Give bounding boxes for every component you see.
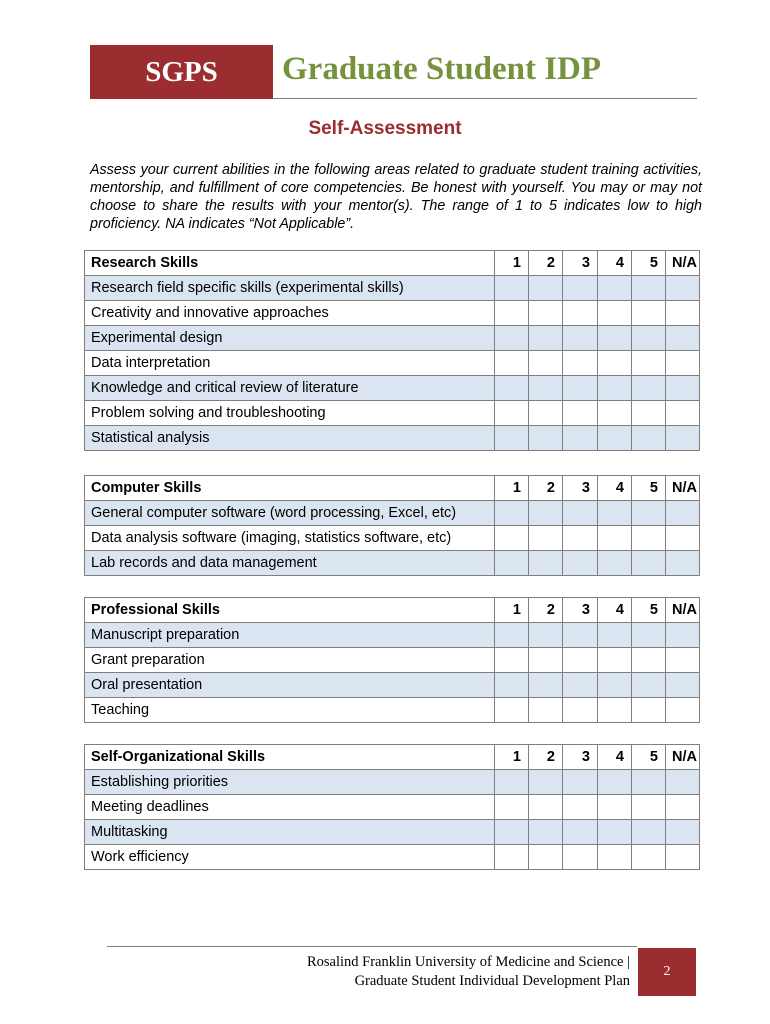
rating-cell[interactable] (666, 376, 700, 401)
rating-cell[interactable] (598, 648, 632, 673)
rating-cell[interactable] (632, 401, 666, 426)
rating-cell[interactable] (529, 623, 563, 648)
rating-cell[interactable] (563, 351, 598, 376)
rating-cell[interactable] (529, 376, 563, 401)
rating-cell[interactable] (563, 426, 598, 451)
rating-cell[interactable] (495, 623, 529, 648)
rating-cell[interactable] (598, 351, 632, 376)
rating-cell[interactable] (529, 426, 563, 451)
rating-cell[interactable] (632, 551, 666, 576)
rating-cell[interactable] (495, 301, 529, 326)
table-row (85, 401, 700, 426)
rating-cell[interactable] (666, 770, 700, 795)
table-row (85, 376, 700, 401)
rating-cell[interactable] (563, 301, 598, 326)
rating-cell[interactable] (666, 673, 700, 698)
category-heading: Professional Skills (85, 598, 495, 623)
rating-cell[interactable] (495, 326, 529, 351)
rating-column-header: 4 (598, 251, 632, 276)
footer-text (200, 953, 630, 991)
rating-cell[interactable] (632, 501, 666, 526)
skill-label: Data interpretation (85, 351, 495, 376)
rating-cell[interactable] (598, 623, 632, 648)
skill-label: Teaching (85, 698, 495, 723)
skill-label: Data analysis software (imaging, statistics software, etc) (85, 526, 495, 551)
rating-cell[interactable] (563, 820, 598, 845)
rating-column-header: 3 (563, 745, 598, 770)
table-header-row (85, 598, 700, 623)
rating-cell[interactable] (563, 551, 598, 576)
rating-cell[interactable] (632, 770, 666, 795)
table-row (85, 301, 700, 326)
rating-cell[interactable] (598, 376, 632, 401)
rating-cell[interactable] (495, 698, 529, 723)
rating-cell[interactable] (529, 501, 563, 526)
rating-cell[interactable] (495, 845, 529, 870)
table-row (85, 623, 700, 648)
rating-cell[interactable] (598, 673, 632, 698)
rating-column-header: 5 (632, 745, 666, 770)
rating-cell[interactable] (495, 401, 529, 426)
rating-cell[interactable] (666, 795, 700, 820)
rating-cell[interactable] (666, 526, 700, 551)
category-heading: Self-Organizational Skills (85, 745, 495, 770)
skill-label: Grant preparation (85, 648, 495, 673)
rating-column-header: 4 (598, 476, 632, 501)
rating-cell[interactable] (598, 276, 632, 301)
section-title: Self-Assessment (308, 118, 462, 139)
table-row (85, 326, 700, 351)
skill-label: Experimental design (85, 326, 495, 351)
document-title: Graduate Student IDP (282, 51, 602, 87)
rating-cell[interactable] (598, 301, 632, 326)
rating-column-header: 4 (598, 745, 632, 770)
rating-column-header: 2 (529, 745, 563, 770)
skill-label: Manuscript preparation (85, 623, 495, 648)
rating-cell[interactable] (632, 351, 666, 376)
rating-column-header: N/A (666, 598, 700, 623)
rating-cell[interactable] (495, 795, 529, 820)
rating-cell[interactable] (632, 698, 666, 723)
rating-column-header: 3 (563, 598, 598, 623)
rating-column-header: 2 (529, 476, 563, 501)
rating-cell[interactable] (563, 326, 598, 351)
skill-label: Lab records and data management (85, 551, 495, 576)
footer-rule (107, 946, 637, 947)
rating-cell[interactable] (495, 276, 529, 301)
rating-cell[interactable] (495, 551, 529, 576)
rating-cell[interactable] (495, 648, 529, 673)
rating-column-header: N/A (666, 745, 700, 770)
rating-cell[interactable] (598, 770, 632, 795)
rating-cell[interactable] (666, 551, 700, 576)
page-header (90, 45, 697, 99)
skill-label: Work efficiency (85, 845, 495, 870)
rating-cell[interactable] (529, 526, 563, 551)
table-row (85, 770, 700, 795)
rating-cell[interactable] (666, 648, 700, 673)
table-row (85, 820, 700, 845)
rating-cell[interactable] (632, 326, 666, 351)
rating-cell[interactable] (529, 351, 563, 376)
rating-cell[interactable] (563, 526, 598, 551)
rating-cell[interactable] (529, 795, 563, 820)
rating-cell[interactable] (563, 276, 598, 301)
rating-cell[interactable] (598, 795, 632, 820)
rating-cell[interactable] (666, 276, 700, 301)
rating-cell[interactable] (529, 401, 563, 426)
rating-cell[interactable] (563, 501, 598, 526)
rating-cell[interactable] (563, 648, 598, 673)
rating-cell[interactable] (666, 301, 700, 326)
rating-cell[interactable] (563, 376, 598, 401)
category-heading: Computer Skills (85, 476, 495, 501)
table-row (85, 526, 700, 551)
instructions-paragraph: Assess your current abilities in the following areas related to graduate student training activities, mentorship, and fulfillment of core competencies. Be honest with yourself. You may or may not choose to share the results with your mentor(s). The range of 1 to 5 indicates low to high proficiency. NA indicates “Not Applicable”. (90, 162, 702, 232)
table-row (85, 698, 700, 723)
rating-cell[interactable] (495, 426, 529, 451)
rating-cell[interactable] (632, 820, 666, 845)
rating-cell[interactable] (529, 698, 563, 723)
rating-cell[interactable] (598, 698, 632, 723)
table-row (85, 648, 700, 673)
rating-column-header: 2 (529, 251, 563, 276)
table-row (85, 501, 700, 526)
footer-line-1: Rosalind Franklin University of Medicine and Science | (306, 954, 630, 970)
rating-cell[interactable] (563, 795, 598, 820)
rating-cell[interactable] (529, 551, 563, 576)
rating-cell[interactable] (563, 698, 598, 723)
skills-table (84, 597, 700, 723)
rating-cell[interactable] (598, 820, 632, 845)
rating-cell[interactable] (563, 623, 598, 648)
rating-cell[interactable] (495, 526, 529, 551)
rating-cell[interactable] (666, 623, 700, 648)
rating-cell[interactable] (495, 351, 529, 376)
footer-line-2: Graduate Student Individual Development Plan (354, 973, 630, 989)
rating-cell[interactable] (632, 526, 666, 551)
sgps-badge: SGPS (90, 45, 273, 99)
rating-cell[interactable] (632, 376, 666, 401)
rating-column-header: 1 (495, 476, 529, 501)
rating-column-header: 5 (632, 476, 666, 501)
rating-cell[interactable] (563, 673, 598, 698)
skill-label: Problem solving and troubleshooting (85, 401, 495, 426)
table-row (85, 276, 700, 301)
rating-column-header: 4 (598, 598, 632, 623)
rating-column-header: 5 (632, 598, 666, 623)
rating-column-header: 1 (495, 251, 529, 276)
skill-label: Multitasking (85, 820, 495, 845)
rating-column-header: 1 (495, 598, 529, 623)
rating-cell[interactable] (495, 770, 529, 795)
rating-cell[interactable] (563, 401, 598, 426)
rating-column-header: N/A (666, 251, 700, 276)
page-number: 2 (638, 948, 696, 996)
rating-cell[interactable] (666, 820, 700, 845)
skill-label: Oral presentation (85, 673, 495, 698)
rating-cell[interactable] (632, 795, 666, 820)
rating-cell[interactable] (563, 845, 598, 870)
rating-cell[interactable] (632, 845, 666, 870)
rating-cell[interactable] (529, 301, 563, 326)
skill-label: Statistical analysis (85, 426, 495, 451)
rating-cell[interactable] (666, 426, 700, 451)
skill-label: General computer software (word processing, Excel, etc) (85, 501, 495, 526)
rating-column-header: 1 (495, 745, 529, 770)
skill-label: Research field specific skills (experimental skills) (85, 276, 495, 301)
rating-cell[interactable] (632, 673, 666, 698)
rating-column-header: 3 (563, 476, 598, 501)
table-row (85, 673, 700, 698)
rating-cell[interactable] (632, 276, 666, 301)
rating-cell[interactable] (666, 351, 700, 376)
rating-cell[interactable] (495, 501, 529, 526)
rating-cell[interactable] (666, 845, 700, 870)
table-row (85, 795, 700, 820)
skill-label: Meeting deadlines (85, 795, 495, 820)
rating-cell[interactable] (598, 845, 632, 870)
rating-cell[interactable] (632, 301, 666, 326)
skill-label: Establishing priorities (85, 770, 495, 795)
header-rule (273, 98, 697, 99)
table-header-row (85, 476, 700, 501)
rating-column-header: N/A (666, 476, 700, 501)
rating-cell[interactable] (598, 526, 632, 551)
skills-table (84, 744, 700, 870)
rating-cell[interactable] (529, 845, 563, 870)
table-row (85, 845, 700, 870)
skills-table (84, 250, 700, 451)
table-header-row (85, 251, 700, 276)
table-header-row (85, 745, 700, 770)
rating-cell[interactable] (598, 501, 632, 526)
skills-table (84, 475, 700, 576)
rating-column-header: 3 (563, 251, 598, 276)
rating-cell[interactable] (529, 276, 563, 301)
rating-cell[interactable] (598, 401, 632, 426)
rating-cell[interactable] (495, 673, 529, 698)
rating-cell[interactable] (598, 551, 632, 576)
rating-cell[interactable] (529, 326, 563, 351)
rating-cell[interactable] (666, 698, 700, 723)
rating-cell[interactable] (495, 376, 529, 401)
rating-cell[interactable] (495, 820, 529, 845)
rating-cell[interactable] (529, 770, 563, 795)
rating-column-header: 2 (529, 598, 563, 623)
rating-cell[interactable] (632, 623, 666, 648)
rating-cell[interactable] (666, 326, 700, 351)
rating-cell[interactable] (529, 820, 563, 845)
table-row (85, 426, 700, 451)
table-row (85, 551, 700, 576)
rating-cell[interactable] (598, 326, 632, 351)
rating-cell[interactable] (666, 501, 700, 526)
rating-cell[interactable] (632, 426, 666, 451)
rating-cell[interactable] (529, 648, 563, 673)
category-heading: Research Skills (85, 251, 495, 276)
skill-label: Knowledge and critical review of literature (85, 376, 495, 401)
rating-cell[interactable] (632, 648, 666, 673)
rating-column-header: 5 (632, 251, 666, 276)
table-row (85, 351, 700, 376)
rating-cell[interactable] (529, 673, 563, 698)
rating-cell[interactable] (666, 401, 700, 426)
skill-label: Creativity and innovative approaches (85, 301, 495, 326)
rating-cell[interactable] (563, 770, 598, 795)
rating-cell[interactable] (598, 426, 632, 451)
